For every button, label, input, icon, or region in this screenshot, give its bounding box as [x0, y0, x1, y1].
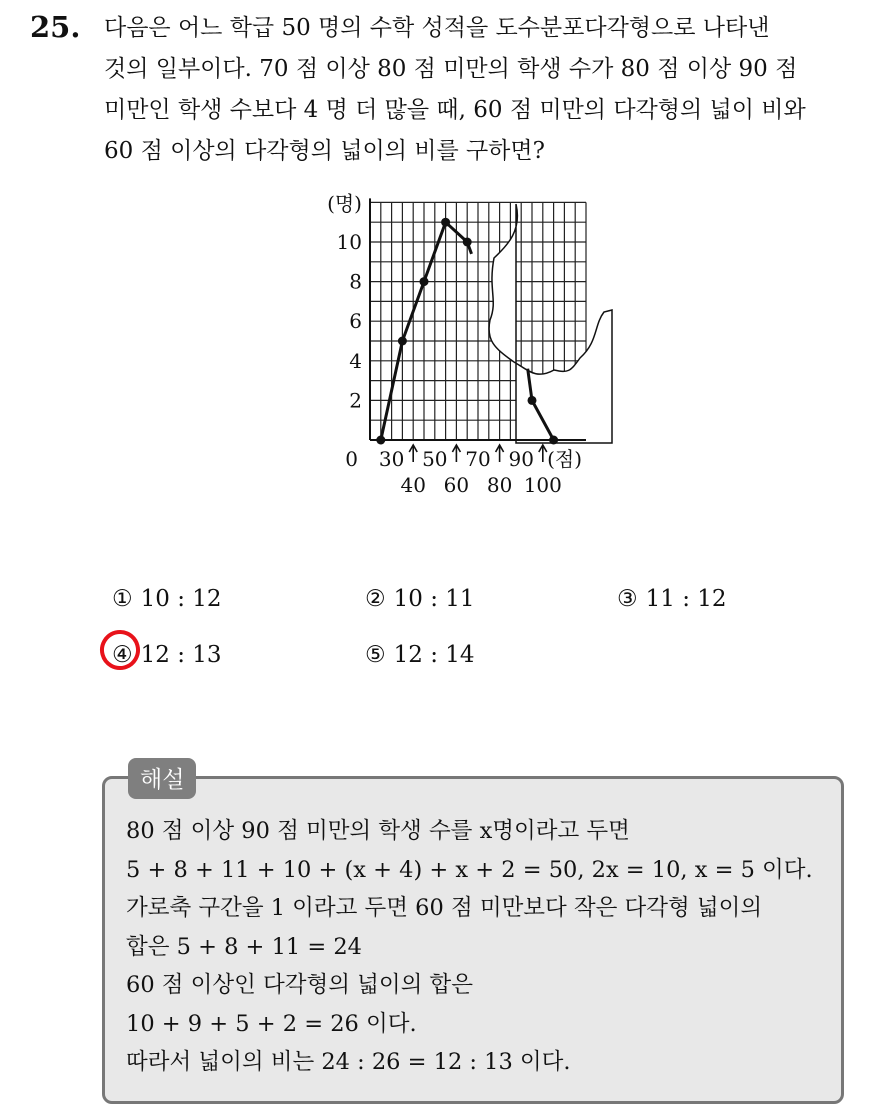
- solution-line: 10 + 9 + 5 + 2 = 26 이다.: [126, 1010, 417, 1037]
- question-number: 25.: [30, 10, 81, 44]
- x-tick-label-lower: 80: [486, 473, 513, 497]
- data-point: [398, 337, 407, 346]
- solution-line: 5 + 8 + 11 + 10 + (x + 4) + x + 2 = 50, 2x = 10, x = 5 이다.: [126, 856, 813, 883]
- question-line: 다음은 어느 학급 50 명의 수학 성적을 도수분포다각형으로 나타낸: [104, 15, 770, 41]
- choice-3[interactable]: [617, 586, 727, 612]
- x-tick-label-upper: 90: [508, 447, 534, 471]
- solution-line: 80 점 이상 90 점 미만의 학생 수를 x명이라고 두면: [126, 818, 630, 844]
- y-axis-unit-label: (명): [327, 191, 362, 216]
- x-tick-label-lower: 100: [523, 473, 562, 497]
- solution-line: 따라서 넓이의 비는 24 : 26 = 12 : 13 이다.: [126, 1049, 571, 1075]
- question-line: 60 점 이상의 다각형의 넓이의 비를 구하면?: [104, 138, 545, 164]
- y-tick-label: 2: [349, 388, 362, 413]
- y-tick-label: 6: [349, 309, 362, 334]
- solution-text: [126, 812, 813, 1082]
- chart-labels: [327, 191, 582, 497]
- solution-tag: 해설: [128, 758, 196, 799]
- choice-1[interactable]: [112, 586, 222, 612]
- choice-number: ①: [112, 586, 133, 612]
- question-line: 미만인 학생 수보다 4 명 더 많을 때, 60 점 미만의 다각형의 넓이 비와: [104, 97, 806, 123]
- choice-5[interactable]: [365, 642, 475, 668]
- solution-line: 합은 5 + 8 + 11 = 24: [126, 933, 362, 960]
- y-tick-label: 10: [336, 230, 362, 254]
- x-tick-label-upper: 70: [465, 447, 491, 471]
- choice-text: 12 : 14: [393, 642, 475, 668]
- data-point: [528, 396, 537, 405]
- x-tick-label-lower: 60: [443, 473, 470, 497]
- choice-number: ④: [112, 642, 133, 668]
- choice-number: ⑤: [365, 642, 386, 668]
- x-tick-label-lower: 40: [400, 473, 426, 497]
- torn-paper-region: [489, 204, 612, 443]
- choice-number: ③: [617, 586, 638, 612]
- choice-number: ②: [365, 586, 386, 612]
- frequency-polygon-chart: [318, 190, 658, 500]
- question-text: [104, 8, 866, 172]
- x-axis-unit-label: (점): [547, 447, 583, 471]
- solution-line: 60 점 이상인 다각형의 넓이의 합은: [126, 972, 473, 998]
- choice-text: 10 : 12: [140, 586, 222, 612]
- x-tick-label-upper: 50: [422, 447, 448, 471]
- origin-label: 0: [345, 447, 358, 471]
- y-tick-label: 4: [349, 348, 362, 373]
- x-tick-label-upper: 30: [378, 447, 405, 471]
- data-point: [376, 436, 385, 445]
- choice-text: 10 : 11: [393, 586, 475, 612]
- question-line: 것의 일부이다. 70 점 이상 80 점 미만의 학생 수가 80 점 이상 90 점: [104, 56, 798, 82]
- choice-text: 12 : 13: [140, 642, 222, 668]
- choice-text: 11 : 12: [645, 586, 727, 612]
- series-line-left: [381, 222, 472, 440]
- data-point: [549, 436, 558, 445]
- y-tick-label: 8: [349, 269, 362, 294]
- choice-2[interactable]: [365, 586, 475, 612]
- data-point: [463, 238, 472, 247]
- data-point: [420, 277, 429, 286]
- data-point: [441, 218, 450, 227]
- solution-line: 가로축 구간을 1 이라고 두면 60 점 미만보다 작은 다각형 넓이의: [126, 895, 763, 921]
